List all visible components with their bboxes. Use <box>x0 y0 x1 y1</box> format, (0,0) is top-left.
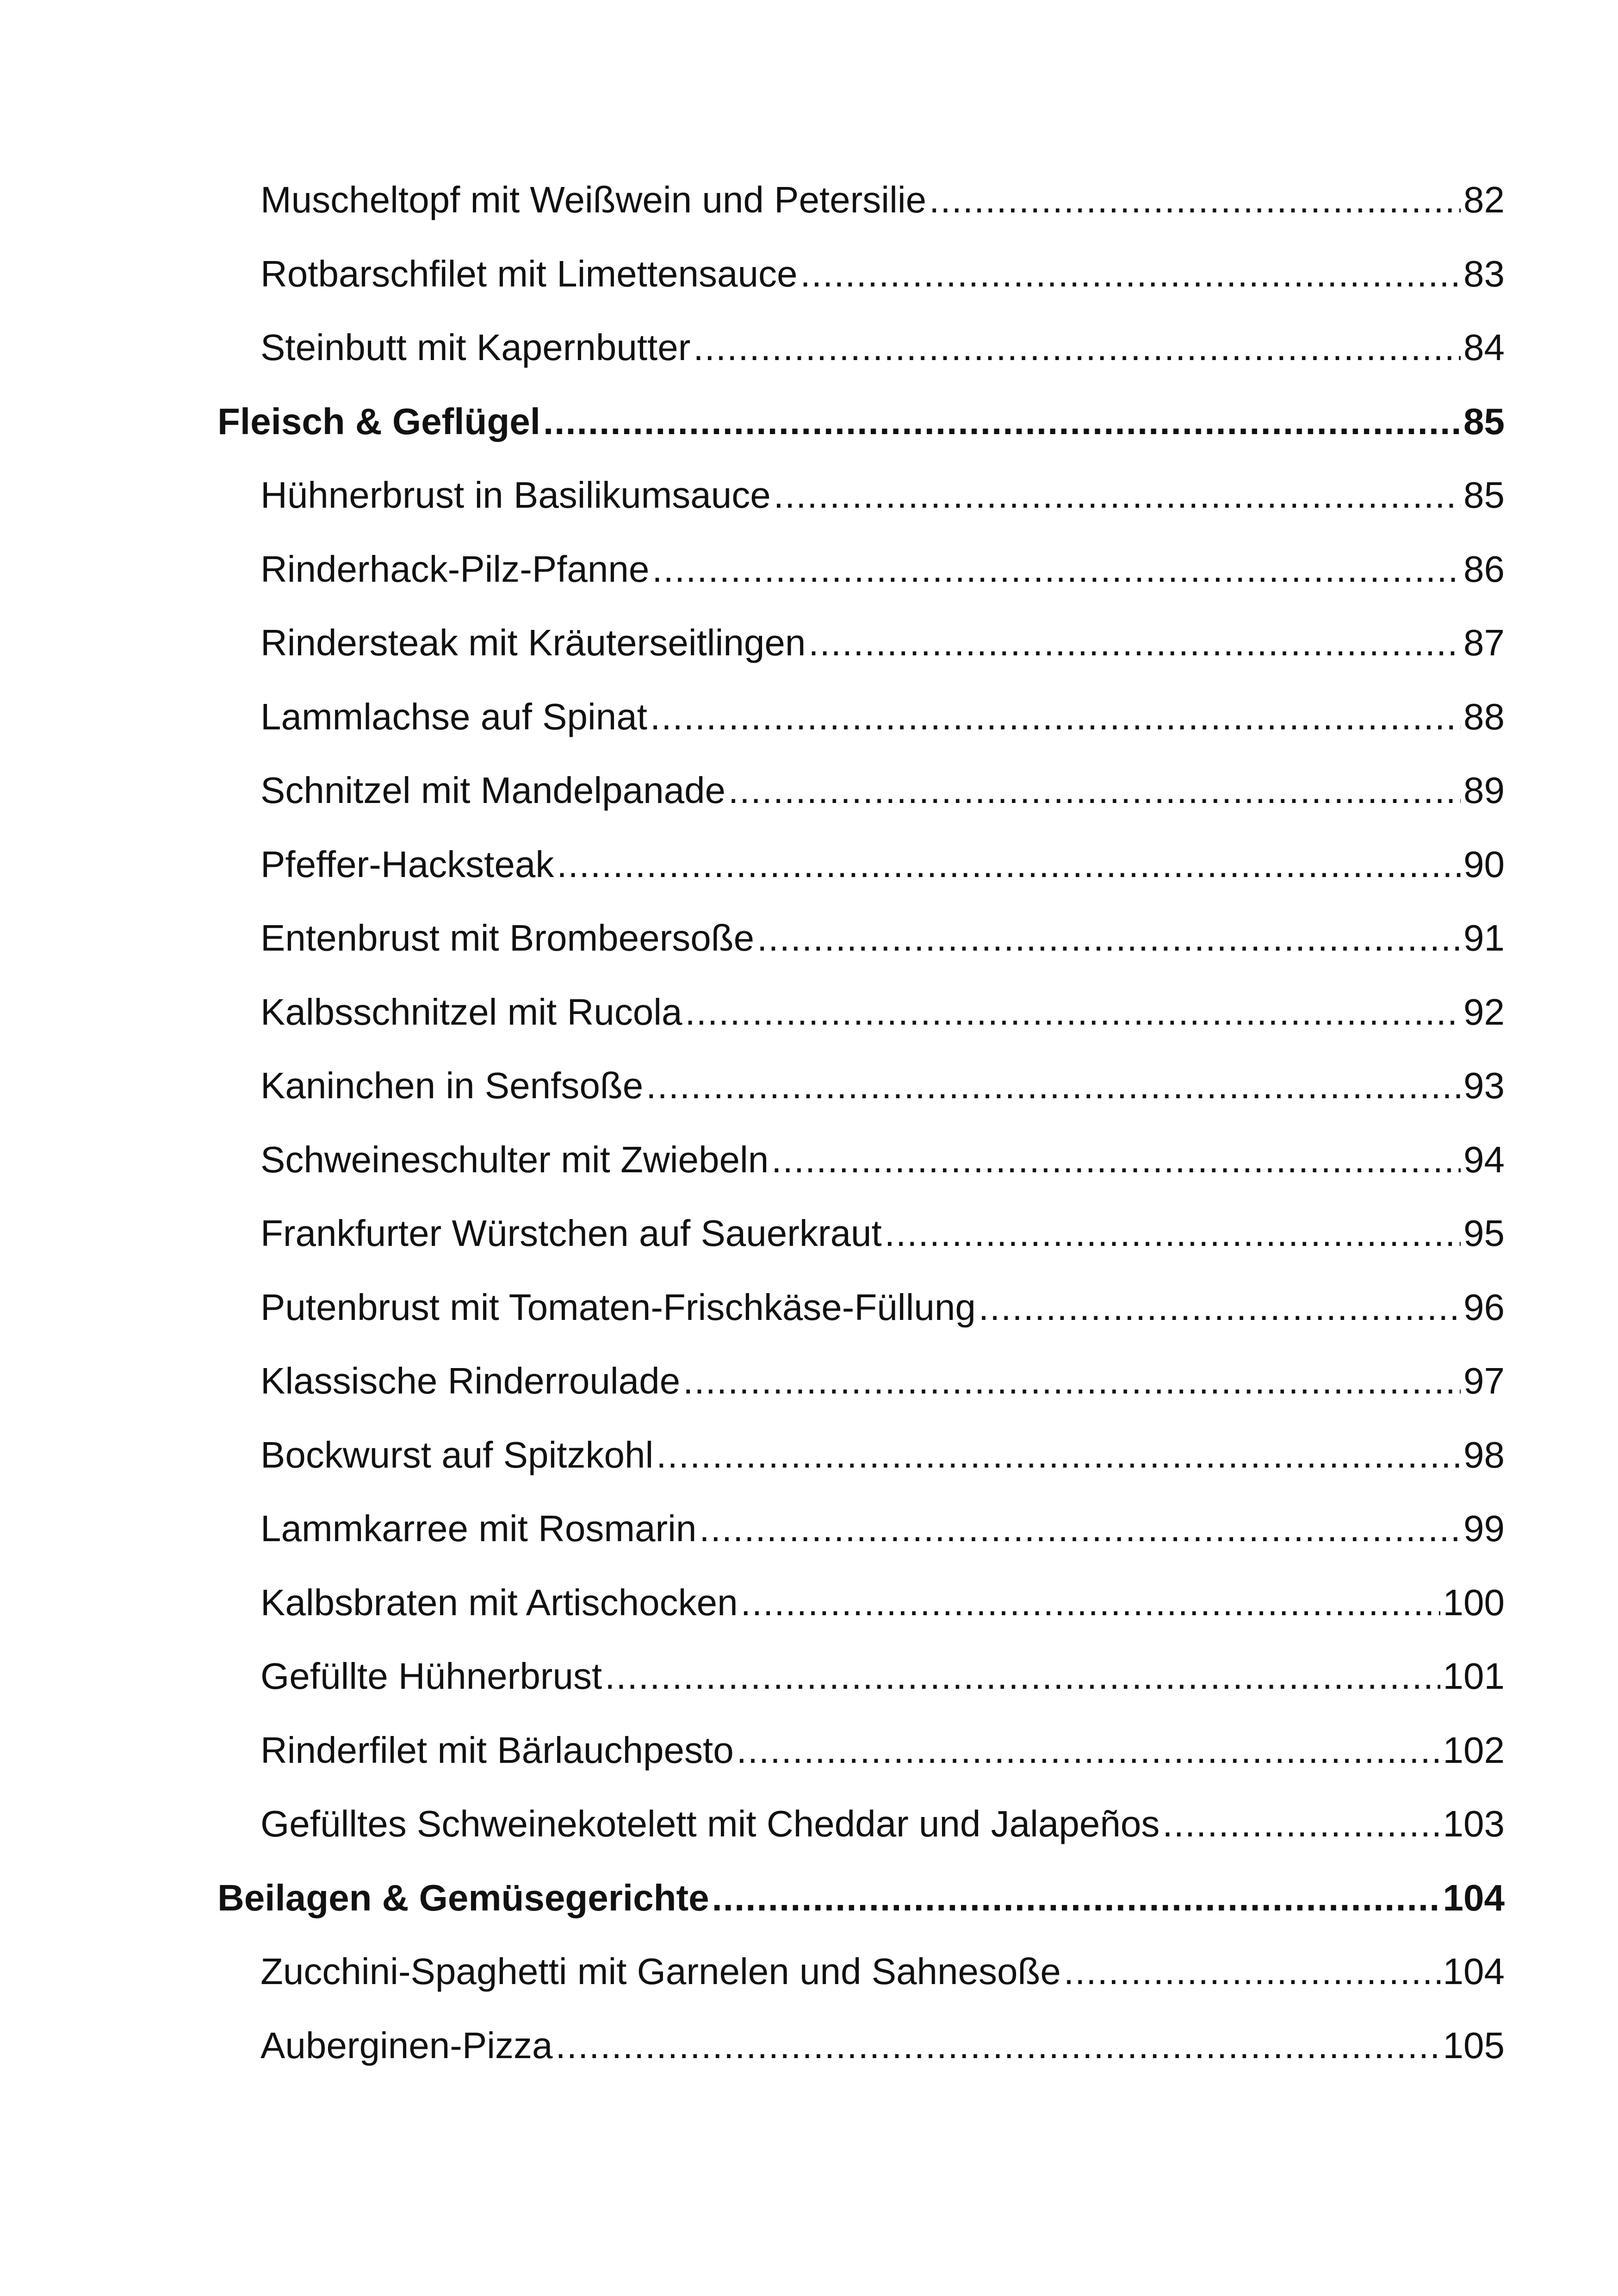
toc-entry-title: Muscheltopf mit Weißwein und Petersilie <box>260 179 927 220</box>
toc-entry-title: Schnitzel mit Mandelpanade <box>260 770 726 811</box>
toc-page-number: 92 <box>1463 991 1505 1033</box>
toc-page-number: 98 <box>1463 1434 1505 1475</box>
dot-leader <box>800 237 1461 311</box>
dot-leader <box>741 1566 1440 1640</box>
toc-entry-title: Gefülltes Schweinekotelett mit Cheddar und Jalapeños <box>260 1803 1160 1844</box>
toc-entry-title: Entenbrust mit Brombeersoße <box>260 917 755 958</box>
toc-entry-title: Rinderhack-Pilz-Pfanne <box>260 548 650 590</box>
toc-entry[interactable] <box>217 1049 1505 1123</box>
toc-entry[interactable] <box>217 1935 1505 2009</box>
toc-entry[interactable] <box>217 1713 1505 1787</box>
toc-entry[interactable] <box>217 606 1505 680</box>
dot-leader <box>605 1639 1440 1713</box>
table-of-contents <box>217 163 1505 2082</box>
dot-leader <box>699 1492 1461 1566</box>
toc-entry-title: Bockwurst auf Spitzkohl <box>260 1434 654 1475</box>
dot-leader <box>557 828 1461 902</box>
toc-page-number: 83 <box>1463 253 1505 294</box>
toc-entry-title: Hühnerbrust in Basilikumsauce <box>260 474 771 516</box>
dot-leader <box>929 163 1461 237</box>
dot-leader <box>555 2009 1440 2083</box>
toc-entry[interactable] <box>217 901 1505 975</box>
toc-entry[interactable] <box>217 1123 1505 1197</box>
dot-leader <box>685 975 1461 1049</box>
toc-entry-title: Auberginen-Pizza <box>260 2024 553 2066</box>
toc-entry[interactable] <box>217 1418 1505 1492</box>
toc-section-title: Fleisch & Geflügel <box>217 400 540 442</box>
toc-page-number: 96 <box>1463 1286 1505 1328</box>
toc-entry[interactable] <box>217 163 1505 237</box>
toc-entry-title: Kalbsschnitzel mit Rucola <box>260 991 682 1033</box>
toc-page-number: 82 <box>1463 179 1505 220</box>
dot-leader <box>656 1418 1461 1492</box>
toc-entry-title: Putenbrust mit Tomaten-Frischkäse-Füllung <box>260 1286 976 1328</box>
dot-leader <box>650 680 1461 754</box>
dot-leader <box>1064 1935 1440 2009</box>
toc-section-title: Beilagen & Gemüsegerichte <box>217 1877 709 1918</box>
toc-page-number: 90 <box>1463 843 1505 885</box>
toc-entry-title: Schweineschulter mit Zwiebeln <box>260 1139 769 1180</box>
toc-page-number: 86 <box>1463 548 1505 590</box>
toc-page-number: 104 <box>1443 1877 1505 1918</box>
toc-page-number: 95 <box>1463 1213 1505 1254</box>
toc-entry[interactable] <box>217 975 1505 1049</box>
toc-entry[interactable] <box>217 753 1505 828</box>
toc-page-number: 85 <box>1463 400 1505 442</box>
dot-leader <box>808 606 1461 680</box>
toc-entry-title: Rinderfilet mit Bärlauchpesto <box>260 1729 734 1771</box>
toc-entry-title: Rotbarschfilet mit Limettensauce <box>260 253 798 294</box>
dot-leader <box>543 385 1461 459</box>
toc-entry-title: Rindersteak mit Kräuterseitlingen <box>260 622 806 663</box>
toc-entry[interactable] <box>217 828 1505 902</box>
toc-entry[interactable] <box>217 311 1505 385</box>
toc-entry[interactable] <box>217 1344 1505 1418</box>
dot-leader <box>771 1123 1461 1197</box>
toc-entry-title: Lammkarree mit Rosmarin <box>260 1508 697 1549</box>
toc-page-number: 84 <box>1463 327 1505 368</box>
toc-entry-title: Pfeffer-Hacksteak <box>260 843 554 885</box>
toc-page-number: 103 <box>1443 1803 1505 1844</box>
dot-leader <box>693 311 1461 385</box>
toc-page-number: 93 <box>1463 1065 1505 1106</box>
toc-entry[interactable] <box>217 680 1505 754</box>
toc-entry[interactable] <box>217 1196 1505 1270</box>
toc-page-number: 105 <box>1443 2024 1505 2066</box>
toc-entry[interactable] <box>217 1492 1505 1566</box>
toc-section-heading[interactable] <box>217 385 1505 459</box>
toc-entry[interactable] <box>217 1270 1505 1344</box>
toc-page-number: 94 <box>1463 1139 1505 1180</box>
toc-entry-title: Lammlachse auf Spinat <box>260 696 648 737</box>
toc-page-number: 102 <box>1443 1729 1505 1771</box>
toc-entry[interactable] <box>217 237 1505 311</box>
toc-page-number: 87 <box>1463 622 1505 663</box>
toc-page-number: 85 <box>1463 474 1505 516</box>
toc-page-number: 99 <box>1463 1508 1505 1549</box>
dot-leader <box>757 901 1461 975</box>
toc-entry[interactable] <box>217 2009 1505 2083</box>
toc-entry-title: Gefüllte Hühnerbrust <box>260 1655 602 1697</box>
dot-leader <box>1162 1787 1440 1861</box>
dot-leader <box>979 1270 1461 1344</box>
dot-leader <box>885 1196 1461 1270</box>
toc-page-number: 97 <box>1463 1360 1505 1401</box>
dot-leader <box>652 532 1461 606</box>
dot-leader <box>683 1344 1461 1418</box>
toc-section-heading[interactable] <box>217 1861 1505 1935</box>
dot-leader <box>646 1049 1461 1123</box>
toc-entry[interactable] <box>217 458 1505 532</box>
toc-entry-title: Klassische Rinderroulade <box>260 1360 681 1401</box>
dot-leader <box>774 458 1461 532</box>
toc-page-number: 89 <box>1463 770 1505 811</box>
toc-entry[interactable] <box>217 1639 1505 1713</box>
toc-page-number: 88 <box>1463 696 1505 737</box>
toc-entry-title: Steinbutt mit Kapernbutter <box>260 327 691 368</box>
dot-leader <box>712 1861 1440 1935</box>
dot-leader <box>737 1713 1440 1787</box>
toc-entry[interactable] <box>217 1787 1505 1861</box>
toc-page-number: 101 <box>1443 1655 1505 1697</box>
toc-page-number: 104 <box>1443 1951 1505 1992</box>
toc-entry-title: Zucchini-Spaghetti mit Garnelen und Sahnesoße <box>260 1951 1061 1992</box>
toc-page-number: 100 <box>1443 1581 1505 1623</box>
dot-leader <box>728 753 1461 828</box>
toc-entry-title: Kaninchen in Senfsoße <box>260 1065 644 1106</box>
toc-page-number: 91 <box>1463 917 1505 958</box>
toc-entry-title: Frankfurter Würstchen auf Sauerkraut <box>260 1213 882 1254</box>
toc-entry[interactable] <box>217 1566 1505 1640</box>
toc-entry-title: Kalbsbraten mit Artischocken <box>260 1581 738 1623</box>
toc-entry[interactable] <box>217 532 1505 606</box>
